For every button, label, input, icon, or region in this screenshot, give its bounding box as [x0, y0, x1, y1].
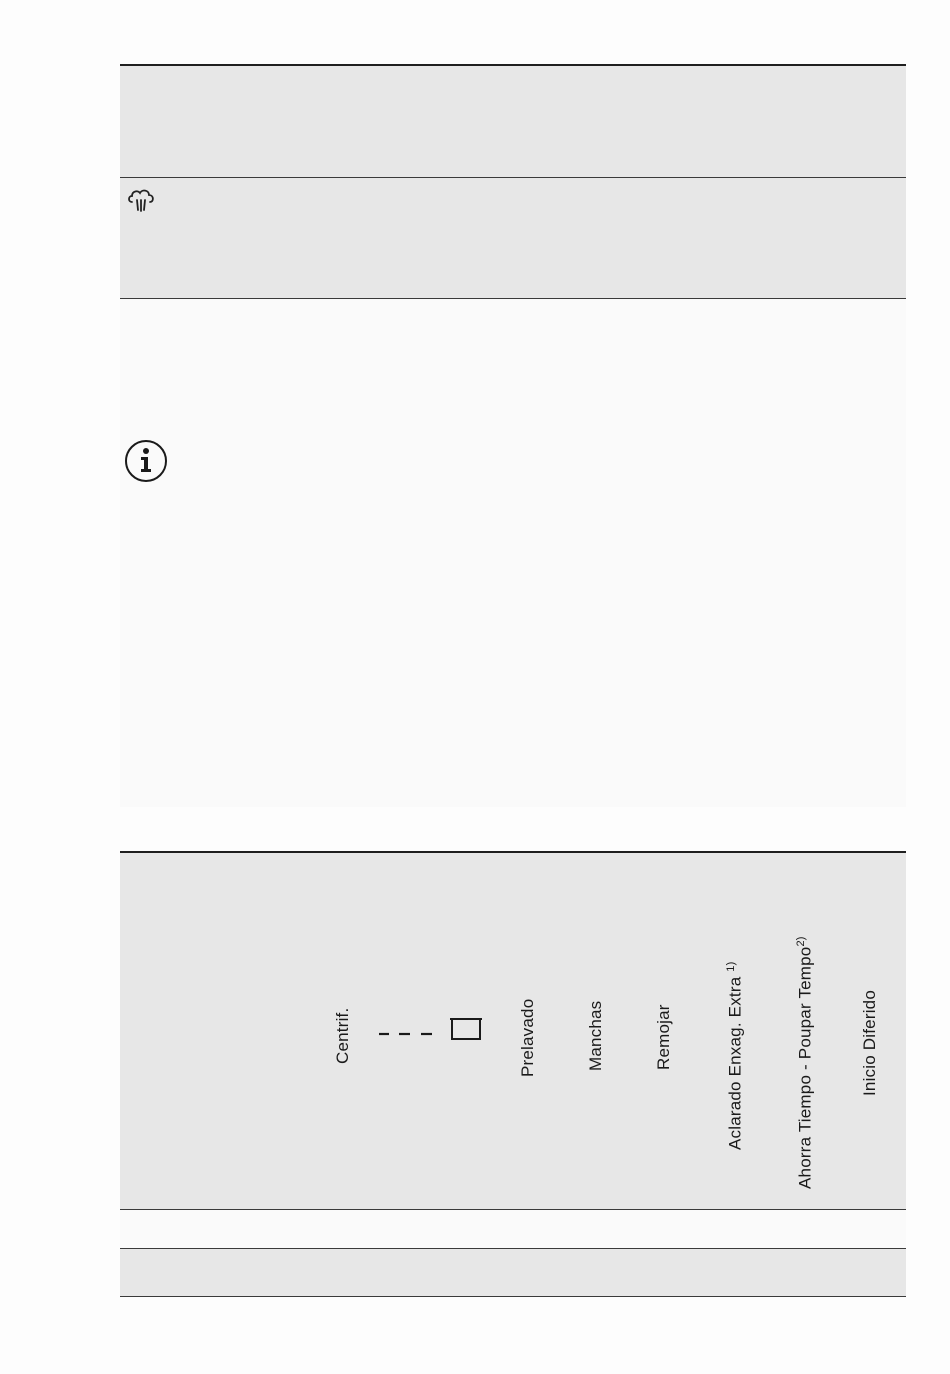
- row-divider: [120, 1296, 906, 1297]
- top-table-row-1: [120, 66, 906, 177]
- column-header-soak: Remojar: [654, 1004, 673, 1070]
- footnote-2-marker: 2): [795, 936, 807, 947]
- column-header-extra-rinse: Aclarado Enxag. Extra $^{1)}$: [725, 961, 745, 1150]
- info-note: [120, 299, 906, 807]
- column-header-stains: Manchas: [586, 1000, 605, 1071]
- column-header-delay-start: Inicio Diferido: [860, 990, 879, 1096]
- rinse-hold-icon: [377, 1015, 483, 1048]
- top-table-row-steam: [120, 178, 906, 298]
- info-icon: [124, 439, 168, 488]
- option-table-row: [120, 1210, 906, 1248]
- steam-icon: [126, 186, 156, 219]
- column-header-prewash: Prelavado: [518, 998, 537, 1077]
- option-table-row: [120, 1249, 906, 1296]
- option-table-header: [120, 853, 906, 1209]
- column-header-time-save: Ahorra Tiempo - Poupar Tempo$^{2)}$: [795, 936, 815, 1189]
- footnote-1-marker: 1): [725, 961, 737, 972]
- column-header-spin: Centrif.: [333, 1007, 352, 1064]
